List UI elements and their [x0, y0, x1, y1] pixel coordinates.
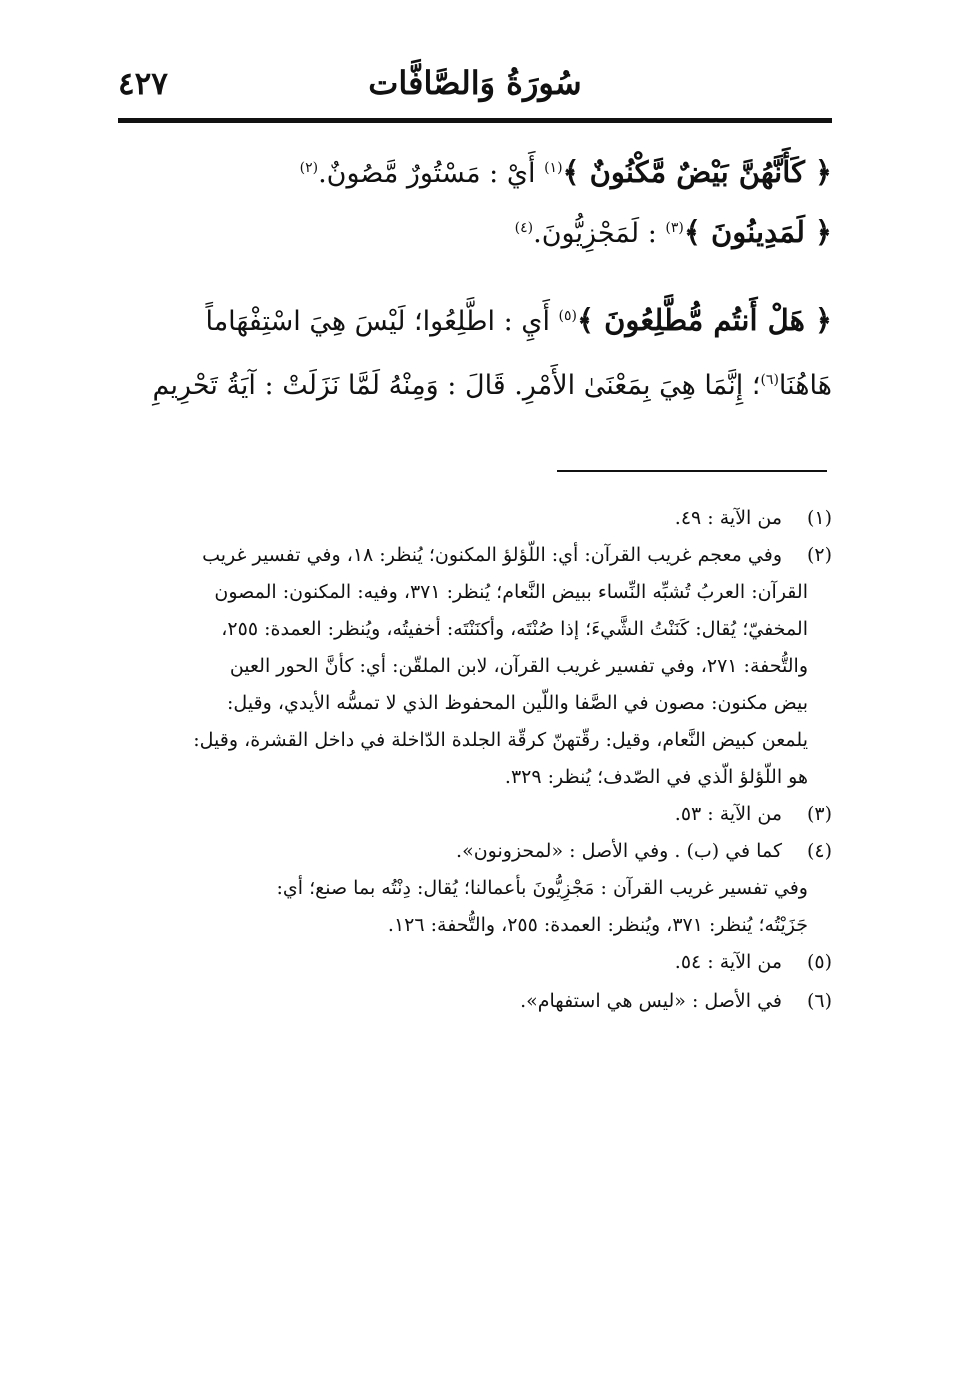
footnote-ref: (٤)	[514, 220, 534, 236]
footnote-continuation: المخفيّ؛ يُقال: كَنَنْتُ الشَّيءَ؛ إذا صُنْتَه، وأكنَنْتَه: أخفيتُه، ويُنظر: العمدة: ٢٥٥،	[221, 618, 808, 640]
commentary: ؛ إِنَّمَا هِيَ بِمَعْنَىٰ الأَمْرِ. قَالَ : وَمِنْهُ لَمَّا نَزَلَتْ : آيَةُ تَحْرِيمِ	[152, 370, 761, 401]
main-line	[118, 288, 832, 350]
footnote-text: كما في (ب) . وفي الأصل : «لمحزونون».	[456, 840, 782, 862]
footnote-continuation: يلمعن كبيض النَّعام، وقيل: رقّتهنّ كرقّة الجلدة الدّاخلة في داخل القشرة، وقيل:	[193, 729, 808, 751]
commentary: : لَمَجْزِيُّونَ.	[533, 218, 666, 249]
footnote-text: من الآية : ٥٣.	[674, 803, 782, 825]
footnote	[118, 833, 832, 944]
footnote-ref: (٦)	[760, 372, 779, 388]
commentary: أَيِ : اطَّلِعُوا؛ لَيْسَ هِيَ اسْتِفْهَاماً	[205, 306, 559, 337]
footnote-number: (٢)	[806, 544, 832, 566]
header-rule	[118, 118, 832, 123]
footnote-text: من الآية : ٥٤.	[674, 951, 782, 973]
footnote-ref: (٣)	[665, 220, 684, 236]
main-line	[118, 200, 832, 262]
footnote-ref: (٥)	[558, 308, 577, 324]
footnote-separator	[557, 470, 827, 472]
commentary: هَاهُنَا	[778, 370, 832, 401]
main-line	[118, 352, 832, 414]
footnote-continuation: بيض مكنون: مصون في الصَّفا واللّين المحفوظ الذي لا تمسُّه الأيدي، وقيل:	[227, 692, 808, 714]
footnote-number: (٣)	[806, 803, 832, 825]
quran-verse: ﴿ كَأَنَّهُنَّ بَيْضٌ مَّكْنُونٌ ﴾	[562, 155, 832, 189]
main-text	[118, 140, 832, 414]
footnotes	[118, 500, 832, 1020]
footnote-text: من الآية : ٤٩.	[674, 507, 782, 529]
footnote-text: في الأصل : «ليس هي استفهام».	[520, 990, 782, 1012]
running-title: سُورَةُ وَالصَّافَّات	[368, 64, 582, 102]
footnote	[118, 796, 832, 833]
footnote-continuation: وفي تفسير غريب القرآن : مَجْزِيُّونَ بأعمالنا؛ يُقال: دِنْتُه بما صنع؛ أي:	[276, 877, 808, 899]
footnote-continuation: هو اللّؤلؤ الّذي في الصّدف؛ يُنظر: ٣٢٩.	[504, 766, 808, 788]
footnote-number: (٤)	[806, 840, 832, 862]
page-header	[118, 60, 832, 116]
footnote-continuation: القرآن: العربُ تُشبِّه النِّساء ببيض النَّعام؛ يُنظر: ٣٧١، وفيه: المكنون: المصون	[214, 581, 808, 603]
footnote-continuation: جَزَيْتُه؛ يُنظر: ٣٧١، ويُنظر: العمدة: ٢٥٥، والتُّحفة: ١٢٦.	[387, 914, 808, 936]
footnote-text: وفي معجم غريب القرآن: أي: اللّؤلؤ المكنون؛ يُنظر: ١٨، وفي تفسير غريب	[202, 544, 782, 566]
footnote	[118, 500, 832, 537]
footnote-continuation: والتُّحفة: ٢٧١، وفي تفسير غريب القرآن، لابن الملقّن: أي: كأنَّ الحور العين	[229, 655, 808, 677]
footnote-number: (٥)	[806, 951, 832, 973]
footnote-number: (١)	[806, 507, 832, 529]
footnote	[118, 537, 832, 796]
footnote-ref: (١)	[544, 160, 563, 176]
footnote-ref: (٢)	[299, 160, 319, 176]
footnote	[118, 983, 832, 1020]
footnote	[118, 944, 832, 981]
commentary: أَيْ : مَسْتُورٌ مَّصُونٌ.	[318, 158, 545, 189]
quran-verse: ﴿ هَلْ أَنتُم مُّطَّلِعُونَ ﴾	[577, 303, 832, 337]
page-number: ٤٢٧	[118, 66, 168, 102]
quran-verse: ﴿ لَمَدِينُونَ ﴾	[683, 215, 832, 249]
footnote-number: (٦)	[806, 990, 832, 1012]
main-line	[118, 140, 832, 202]
